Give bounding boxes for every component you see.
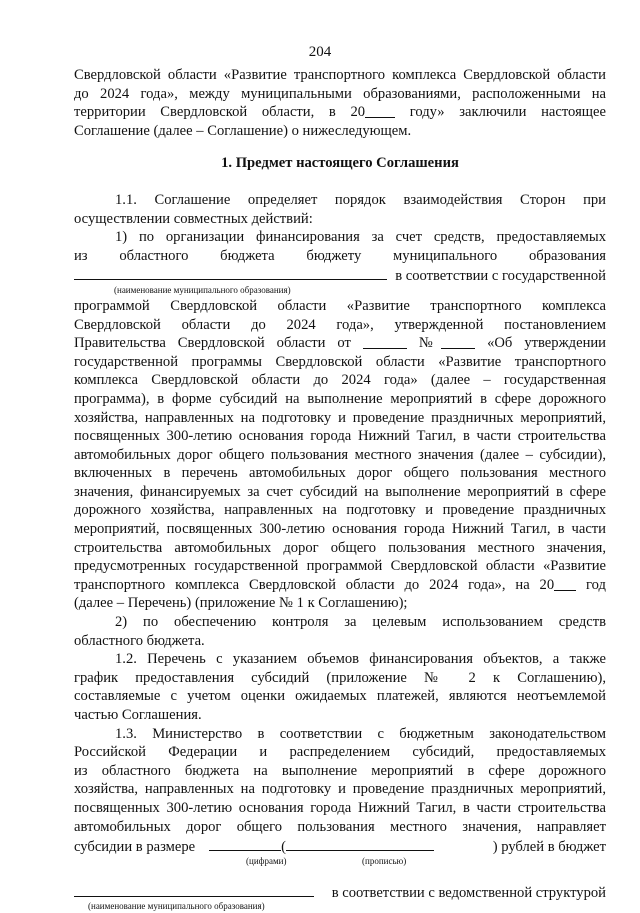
paragraph-line: Российской Федерации и распределением субсидий, предоставляемых [74,744,606,761]
paragraph-line: частью Соглашения. [74,707,202,723]
paragraph-line: предусмотренных государственной программой Свердловской области «Развитие [74,558,606,575]
intro-line: Соглашение (далее – Соглашение) о нижеследующем. [74,122,412,139]
paragraph-line: 2) по обеспечению контроля за целевым использованием средств [115,614,606,631]
paragraph-line: хозяйства, направленных на подготовку и проведение праздничных мероприятий, [74,409,606,426]
paragraph-line: 1.3. Министерство в соответствии с бюджетным законодательством [115,725,606,742]
paragraph-line: составляемые с учетом оценки ожидаемых платежей, являются неотъемлемой [74,688,606,705]
intro-text: году» заключили настоящее [409,104,606,121]
paragraph-text: в соответствии с ведомственной структурой [331,884,606,901]
paragraph-text: ( [281,839,287,856]
year-blank [365,103,395,118]
paragraph-line: 1.2. Перечень с указанием объемов финансирования объектов, а также [115,651,606,668]
field-caption: (наименование муниципального образования) [88,901,265,912]
paragraph-line: Свердловской области до 2024 года», утвержденной постановлением [74,316,606,333]
paragraph-line: график предоставления субсидий (приложение № 2 к Соглашению), [74,669,606,686]
amount-words-blank [286,836,434,851]
paragraph-line: посвященных 300-летию основания города Нижний Тагил, в части строительства [74,428,606,445]
paragraph-line: включенных в перечень автомобильных дорог общего пользования местного [74,465,606,482]
paragraph-text: № [418,335,442,352]
paragraph-line: осуществлении совместных действий: [74,210,313,227]
date-blank [363,334,407,349]
number-blank [441,334,475,349]
paragraph-line: из областного бюджета бюджету муниципального образования [74,247,606,264]
paragraph-text: «Об утверждении [487,335,606,352]
paragraph-text: транспортного комплекса Свердловской области до 2024 года», на 20 [74,576,555,593]
amount-digits-blank [209,836,281,851]
intro-line: до 2024 года», между муниципальными образованиями, расположенными на [74,85,606,102]
field-caption: (прописью) [362,855,407,866]
paragraph-line: (далее – Перечень) (приложение № 1 к Соглашению); [74,595,408,612]
section-title: 1. Предмет настоящего Соглашения [221,155,459,172]
paragraph-line: 1) по организации финансирования за счет средств, предоставляемых [115,229,606,246]
paragraph-line: посвященных 300-летию основания города Нижний Тагил, в части строительства [74,799,606,816]
spacer [74,868,606,882]
paragraph-line [74,576,606,595]
field-caption: (цифрами) [246,855,287,866]
intro-text: территории Свердловской области, в 20 [74,104,366,121]
caption-line [74,857,606,868]
paragraph-text: ) рублей в бюджет [492,839,606,856]
paragraph-line: областного бюджета. [74,632,205,649]
page-number: 204 [308,44,332,60]
intro-line [74,103,606,122]
year-blank [554,576,576,591]
paragraph-text: Правительства Свердловской области от [74,335,351,352]
paragraph-text: субсидии в размере [74,839,196,856]
paragraph-text: в соответствии с государственной [395,268,606,285]
paragraph-text: год [586,576,606,593]
caption-line [74,902,606,913]
paragraph-line: хозяйства, направленных на подготовку и проведение праздничных мероприятий, [74,781,606,798]
paragraph-line: мероприятий, посвященных 300-летию основания города Нижний Тагил, в части [74,521,606,538]
paragraph-line [74,265,606,286]
paragraph-line [74,836,606,857]
intro-line: Свердловской области «Развитие транспортного комплекса Свердловской области [74,67,606,83]
paragraph-line: государственной программы Свердловской области «Развитие транспортного [74,353,606,370]
paragraph-line: программой Свердловской области «Развитие транспортного комплекса [74,297,606,314]
paragraph-line: значения, финансируемых за счет субсидий на выполнение мероприятий в сфере [74,483,606,500]
paragraph-line [74,334,606,353]
paragraph-line: автомобильных дорог общего пользования местного значения (далее – субсидии), [74,446,606,463]
paragraph-line: из областного бюджета на выполнение мероприятий в сфере дорожного [74,762,606,779]
paragraph-line: 1.1. Соглашение определяет порядок взаимодействия Сторон при [115,191,606,208]
paragraph-line: автомобильных дорог общего пользования местного значения, направляет [74,818,606,835]
municipality-blank [74,882,314,897]
paragraph-line [74,882,606,903]
field-caption: (наименование муниципального образования) [114,284,291,295]
paragraph-line: комплекса Свердловской области до 2024 года» (далее – государственная [74,372,606,389]
document-body [74,66,606,913]
municipality-blank [74,265,387,280]
paragraph-line: дорожного хозяйства, направленных на подготовку и проведение праздничных [74,502,606,519]
paragraph-line: строительства автомобильных дорог общего пользования местного значения, [74,539,606,556]
paragraph-line: программа), в форме субсидий на выполнение мероприятий в сфере дорожного [74,390,606,407]
caption-line [74,286,606,297]
